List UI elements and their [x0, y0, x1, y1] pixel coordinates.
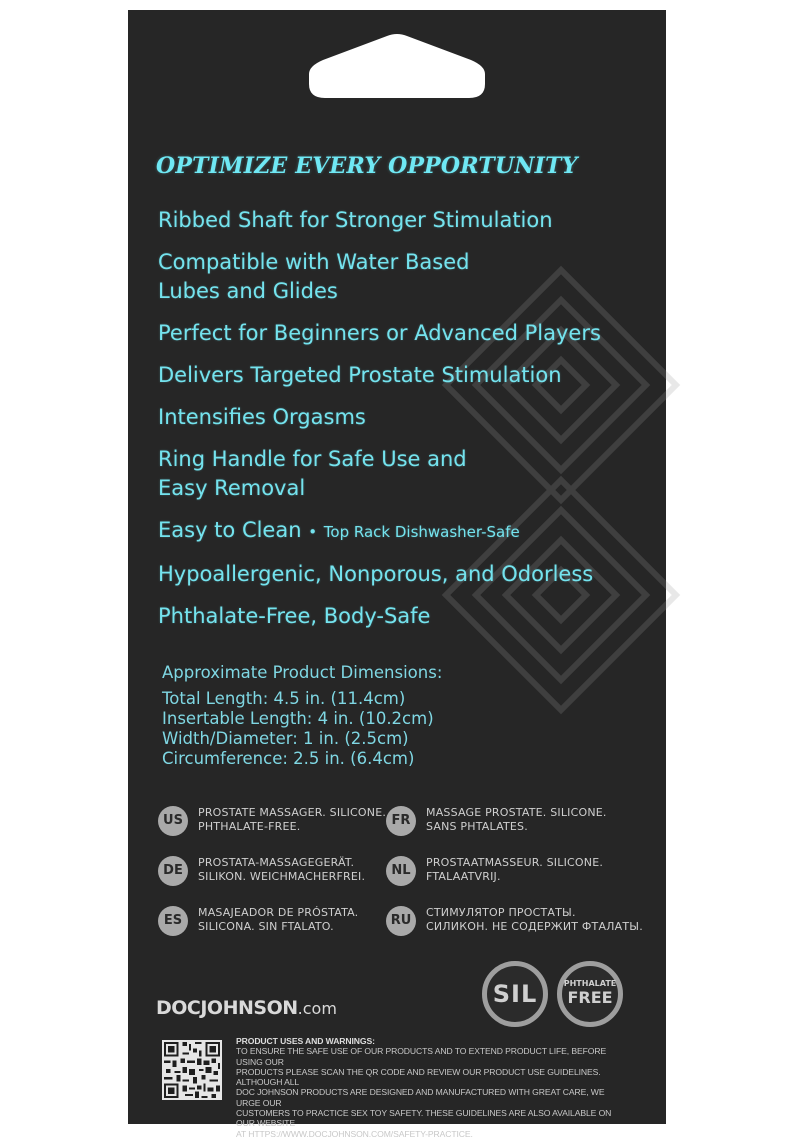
warnings-line: AT HTTPS://WWW.DOCJOHNSON.COM/SAFETY-PRACTICE. [236, 1128, 473, 1139]
language-entry-nl [386, 856, 603, 886]
feature-item [158, 361, 601, 390]
language-line: СТИМУЛЯТОР ПРОСТАТЫ. [426, 906, 576, 919]
language-text [198, 856, 365, 884]
language-entry-fr [386, 806, 607, 836]
feature-item [158, 445, 601, 503]
feature-item [158, 403, 601, 432]
dimension-item: Total Length: 4.5 in. (11.4cm) [162, 689, 406, 708]
dimension-item: Width/Diameter: 1 in. (2.5cm) [162, 729, 409, 748]
language-entry-us [158, 806, 386, 836]
seal-bottom-text: FREE [567, 988, 613, 1007]
phthalate-free-seal [557, 961, 623, 1027]
feature-line: Ring Handle for Safe Use and [158, 447, 467, 471]
warnings-line: PRODUCTS PLEASE SCAN THE QR CODE AND REVIEW OUR PRODUCT USE GUIDELINES. ALTHOUGH ALL [236, 1066, 601, 1088]
warnings-block [236, 1036, 628, 1139]
dimensions-title: Approximate Product Dimensions: [162, 663, 443, 682]
language-badge: NL [386, 856, 416, 886]
language-text [198, 806, 386, 834]
brand-logo [156, 997, 337, 1019]
silicone-seal: SIL [482, 961, 548, 1027]
feature-line: Delivers Targeted Prostate Stimulation [158, 363, 562, 387]
warnings-line: DOC JOHNSON PRODUCTS ARE DESIGNED AND MANUFACTURED WITH GREAT CARE, WE URGE OUR [236, 1087, 605, 1108]
bullet-separator: • [308, 523, 318, 541]
feature-line: Hypoallergenic, Nonporous, and Odorless [158, 562, 594, 586]
warnings-line: TO ENSURE THE SAFE USE OF OUR PRODUCTS AND TO EXTEND PRODUCT LIFE, BEFORE USING OUR [236, 1046, 607, 1067]
language-badge: FR [386, 806, 416, 836]
language-line: PROSTAATMASSEUR. SILICONE. [426, 856, 604, 869]
feature-item [158, 206, 601, 235]
hang-hole-icon [301, 32, 493, 102]
language-text [426, 806, 607, 834]
dimensions-block [162, 663, 442, 769]
language-badge: DE [158, 856, 188, 886]
language-text [426, 856, 603, 884]
language-line: MASSAGE PROSTATE. SILICONE. [426, 806, 607, 819]
language-badge: ES [158, 906, 188, 936]
language-badge: RU [386, 906, 416, 936]
feature-item [158, 560, 601, 589]
language-text [198, 906, 358, 934]
brand-suffix: .com [297, 999, 337, 1018]
feature-line: Lubes and Glides [158, 279, 338, 303]
feature-note: Top Rack Dishwasher-Safe [323, 523, 520, 541]
language-line: PHTHALATE-FREE. [198, 820, 301, 833]
feature-line: Easy to Clean [158, 518, 302, 542]
feature-line: Perfect for Beginners or Advanced Players [158, 321, 601, 345]
feature-line: Ribbed Shaft for Stronger Stimulation [158, 208, 553, 232]
language-line: PROSTATE MASSAGER. SILICONE. [198, 806, 387, 819]
feature-line: Intensifies Orgasms [158, 405, 366, 429]
language-text [426, 906, 643, 934]
warnings-title: PRODUCT USES AND WARNINGS: [236, 1036, 375, 1046]
language-entry-ru [386, 906, 643, 936]
language-line: FTALAATVRIJ. [426, 870, 501, 883]
dimension-item: Circumference: 2.5 in. (6.4cm) [162, 749, 415, 768]
language-line: PROSTATA-MASSAGEGERÄT. [198, 856, 355, 869]
feature-item [158, 319, 601, 348]
language-line: SILIKON. WEICHMACHERFREI. [198, 870, 366, 883]
language-entry-es [158, 906, 358, 936]
feature-item [158, 248, 601, 306]
feature-line: Easy Removal [158, 476, 306, 500]
seal-top-text: PHTHALATE [563, 979, 617, 988]
language-line: SANS PHTALATES. [426, 820, 528, 833]
headline: OPTIMIZE EVERY OPPORTUNITY [156, 153, 578, 179]
language-line: MASAJEADOR DE PRÓSTATA. [198, 906, 359, 919]
language-entry-de [158, 856, 365, 886]
package-back-card [128, 10, 666, 1139]
dimension-item: Insertable Length: 4 in. (10.2cm) [162, 709, 434, 728]
feature-line: Phthalate-Free, Body-Safe [158, 604, 431, 628]
feature-line: Compatible with Water Based [158, 250, 470, 274]
feature-item [158, 602, 601, 631]
language-badge: US [158, 806, 188, 836]
warnings-line: CUSTOMERS TO PRACTICE SEX TOY SAFETY. THESE GUIDELINES ARE ALSO AVAILABLE ON OUR WEBSITE [236, 1108, 612, 1129]
brand-name: DOCJOHNSON [156, 997, 298, 1019]
qr-code-icon [162, 1040, 222, 1100]
language-line: SILICONA. SIN FTALATO. [198, 920, 334, 933]
feature-list [158, 206, 601, 644]
feature-item [158, 516, 601, 547]
language-line: СИЛИКОН. НЕ СОДЕРЖИТ ФТАЛАТЫ. [426, 920, 643, 933]
